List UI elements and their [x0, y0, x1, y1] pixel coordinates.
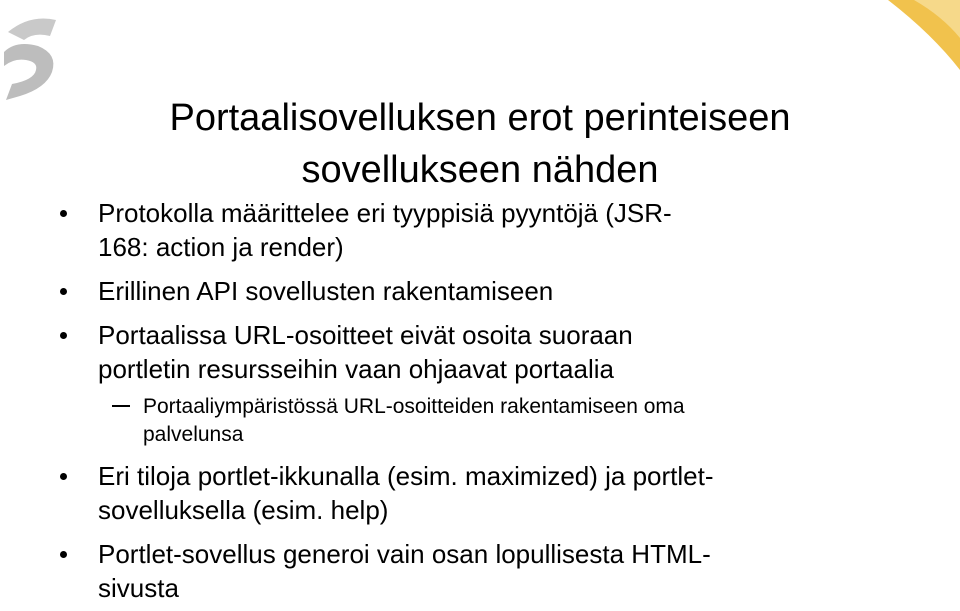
- bullet-item: [0, 274, 898, 308]
- bullet-item: [0, 196, 898, 264]
- bullet-text: portletin resursseihin vaan ohjaavat portaalia: [98, 354, 614, 384]
- bullet-dash-icon: [112, 393, 130, 421]
- bullet-item: [0, 459, 898, 527]
- slide-title-line: Portaalisovelluksen erot perinteiseen: [169, 97, 791, 139]
- bullet-dot-icon: [60, 196, 67, 230]
- sub-bullet-text: Portaaliympäristössä URL-osoitteiden rakentamiseen oma: [143, 395, 685, 418]
- bullet-dot-icon: [60, 459, 67, 493]
- slide-title-line: sovellukseen nähden: [301, 149, 659, 191]
- bullet-text: sovelluksella (esim. help): [98, 495, 389, 525]
- bullet-text: Eri tiloja portlet-ikkunalla (esim. maximized) ja portlet-: [98, 461, 714, 491]
- bullet-dot-icon: [60, 274, 67, 308]
- sub-bullet-item: [0, 393, 923, 449]
- bullet-text: Erillinen API sovellusten rakentamiseen: [98, 276, 554, 306]
- bullet-list: [0, 196, 960, 611]
- bullet-text: Portlet-sovellus generoi vain osan lopullisesta HTML-: [98, 539, 711, 569]
- bullet-item: [0, 318, 898, 386]
- bullet-dot-icon: [60, 537, 67, 571]
- corner-decoration-icon: [880, 0, 960, 85]
- bullet-text: sivusta: [98, 573, 179, 603]
- bullet-text: Portaalissa URL-osoitteet eivät osoita suoraan: [98, 320, 633, 350]
- bullet-text: 168: action ja render): [98, 232, 344, 262]
- sub-bullet-text: palvelunsa: [143, 423, 244, 446]
- bullet-text: Protokolla määrittelee eri tyyppisiä pyyntöjä (JSR-: [98, 198, 672, 228]
- bullet-item: [0, 537, 898, 605]
- slide-title: [60, 92, 900, 196]
- bullet-dot-icon: [60, 318, 67, 352]
